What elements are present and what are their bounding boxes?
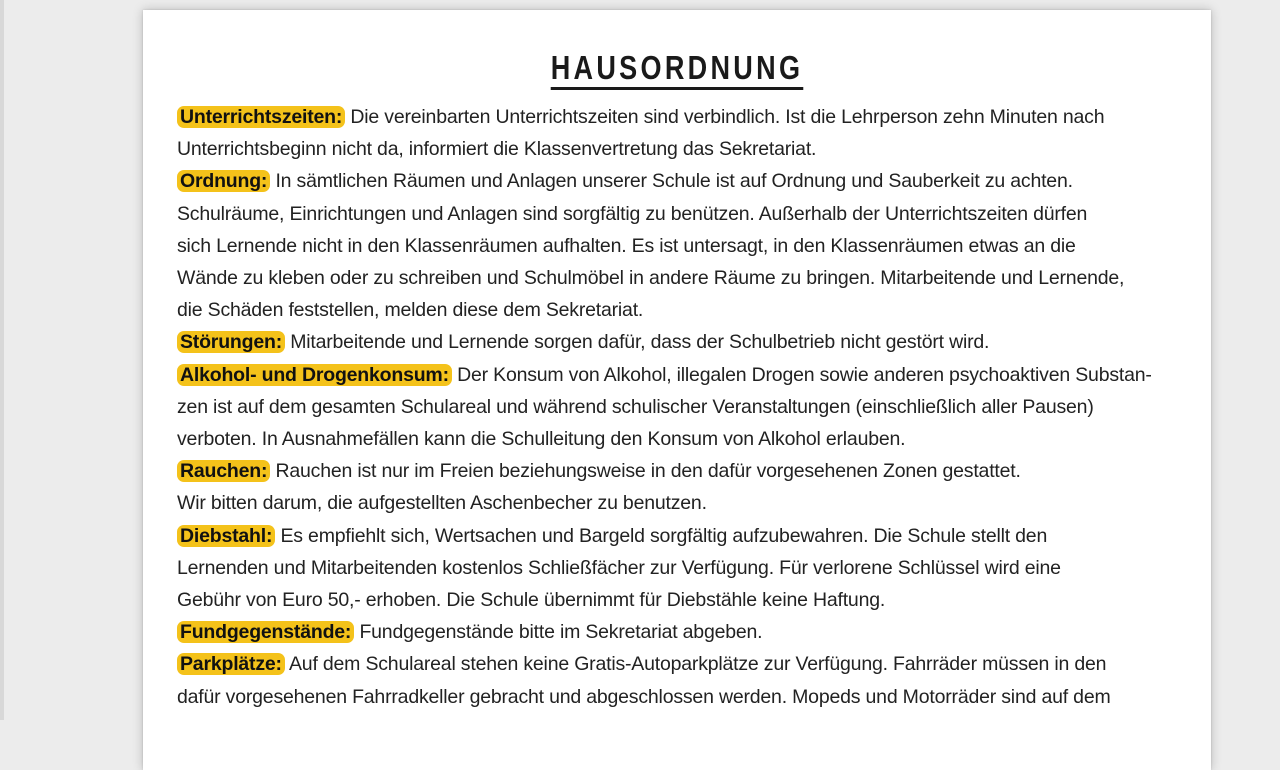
section-text: Wände zu kleben oder zu schreiben und Schulmöbel in andere Räume zu bringen. Mitarbeitende und Lernende, [177,267,1125,290]
section [177,165,1187,326]
text-line [177,359,1187,391]
section-heading: Diebstahl: [177,525,275,547]
document-title-wrapper [143,50,1211,90]
section [177,455,1187,519]
section-heading: Rauchen: [177,460,270,482]
section-text: Auf dem Schulareal stehen keine Gratis-Autoparkplätze zur Verfügung. Fahrräder müssen in den [289,653,1107,676]
section-text: Unterrichtsbeginn nicht da, informiert die Klassenvertretung das Sekretariat. [177,138,817,161]
section-text: sich Lernende nicht in den Klassenräumen aufhalten. Es ist untersagt, in den Klassenräumen etwas an die [177,234,1076,257]
section-heading: Störungen: [177,331,285,353]
document-title: HAUSORDNUNG [551,50,804,90]
text-line [177,681,1187,713]
text-line [177,487,1187,519]
section [177,648,1187,712]
text-line [177,648,1187,680]
section [177,359,1187,456]
text-line [177,520,1187,552]
section-text: Schulräume, Einrichtungen und Anlagen sind sorgfältig zu benützen. Außerhalb der Unterrichtszeiten dürfen [177,202,1088,225]
section-heading: Ordnung: [177,170,270,192]
section-text: zen ist auf dem gesamten Schulareal und während schulischer Veranstaltungen (einschließlich aller Pausen) [177,395,1094,418]
section-heading: Alkohol- und Drogenkonsum: [177,364,452,386]
text-line [177,230,1187,262]
text-line [177,584,1187,616]
text-line [177,101,1187,133]
section [177,326,1187,358]
section-heading: Parkplätze: [177,653,285,675]
section-text: Der Konsum von Alkohol, illegalen Drogen sowie anderen psychoaktiven Substan- [457,363,1152,386]
section [177,616,1187,648]
text-line [177,198,1187,230]
section-text: verboten. In Ausnahmefällen kann die Schulleitung den Konsum von Alkohol erlauben. [177,428,906,451]
section [177,520,1187,617]
section-text: Mitarbeitende und Lernende sorgen dafür, dass der Schulbetrieb nicht gestört wird. [290,331,990,354]
text-line [177,133,1187,165]
document-body [177,101,1187,713]
text-line [177,552,1187,584]
text-line [177,455,1187,487]
section-text: Gebühr von Euro 50,- erhoben. Die Schule übernimmt für Diebstähle keine Haftung. [177,589,886,612]
text-line [177,326,1187,358]
viewer-edge [0,0,4,720]
text-line [177,616,1187,648]
section-text: die Schäden feststellen, melden diese dem Sekretariat. [177,299,644,322]
section-text: Lernenden und Mitarbeitenden kostenlos Schließfächer zur Verfügung. Für verlorene Schlüssel wird eine [177,556,1061,579]
section-text: dafür vorgesehenen Fahrradkeller gebracht und abgeschlossen werden. Mopeds und Motorräder sind auf dem [177,685,1111,708]
section-heading: Unterrichtszeiten: [177,106,345,128]
section [177,101,1187,165]
section-text: Die vereinbarten Unterrichtszeiten sind verbindlich. Ist die Lehrperson zehn Minuten nach [350,106,1105,128]
section-heading: Fundgegenstände: [177,621,354,643]
section-text: In sämtlichen Räumen und Anlagen unserer Schule ist auf Ordnung und Sauberkeit zu achten. [275,170,1073,193]
section-text: Es empfiehlt sich, Wertsachen und Bargeld sorgfältig aufzubewahren. Die Schule stellt den [280,524,1048,547]
section-text: Rauchen ist nur im Freien beziehungsweise in den dafür vorgesehenen Zonen gestattet. [275,460,1021,483]
document-page [143,10,1211,770]
text-line [177,165,1187,197]
section-text: Fundgegenstände bitte im Sekretariat abgeben. [359,621,763,644]
text-line [177,391,1187,423]
text-line [177,423,1187,455]
text-line [177,262,1187,294]
section-text: Wir bitten darum, die aufgestellten Aschenbecher zu benutzen. [177,492,707,515]
text-line [177,294,1187,326]
